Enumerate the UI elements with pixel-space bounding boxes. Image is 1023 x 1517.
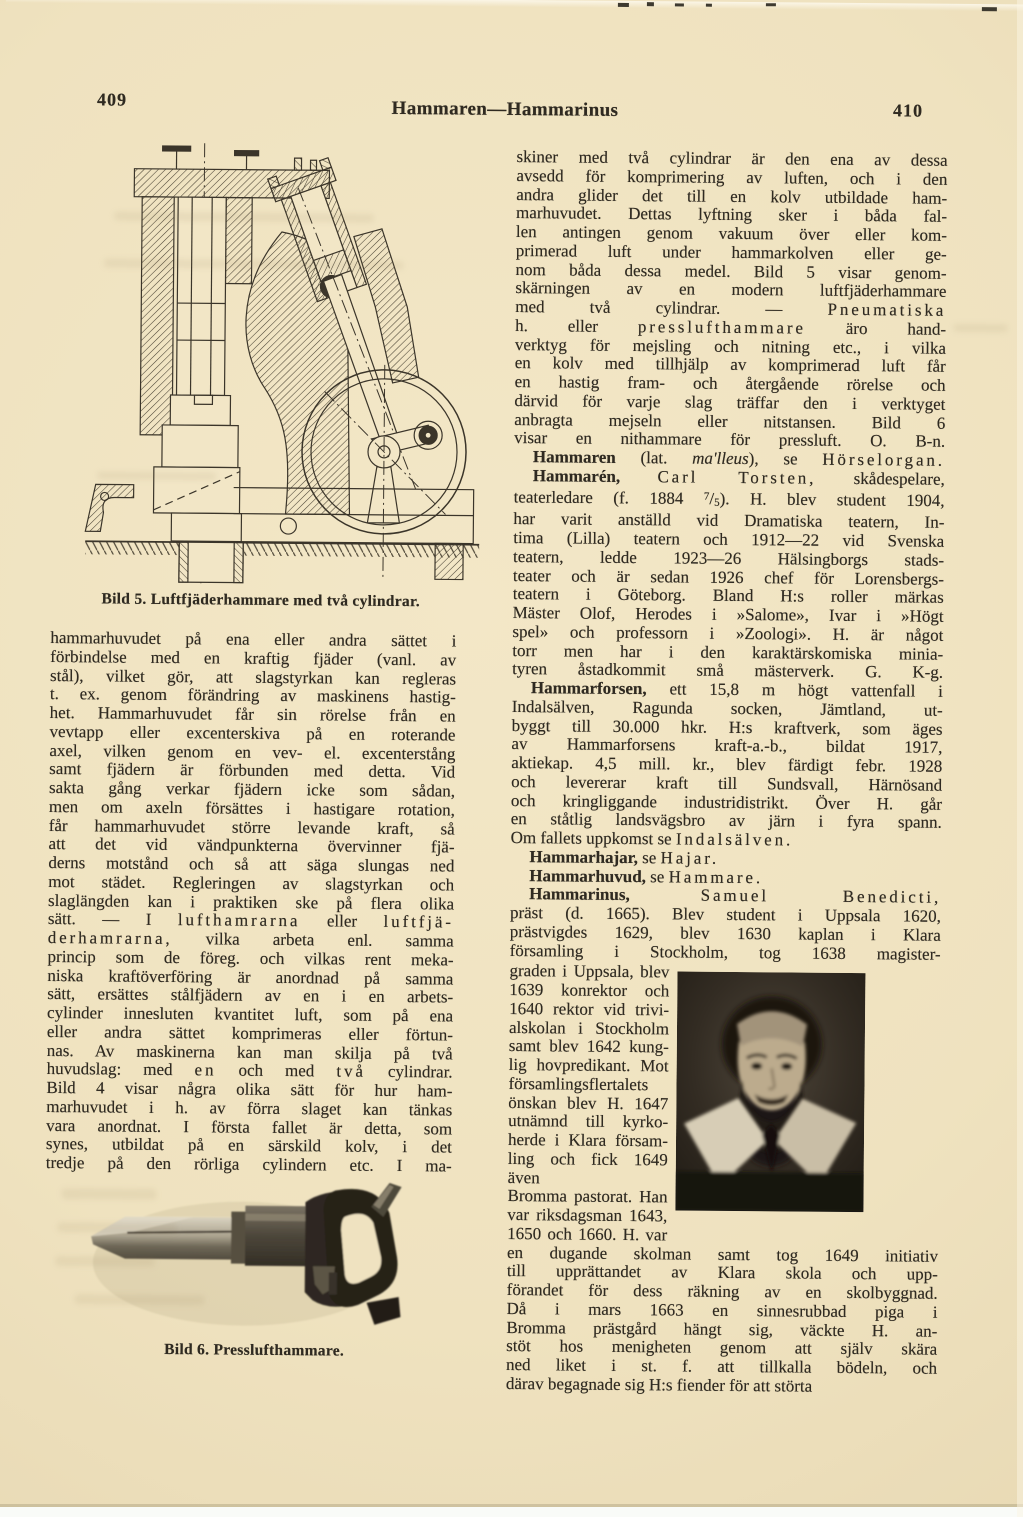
text-line: cylinder innesluten kvantitet luft, som på ena [47, 1002, 454, 1026]
text-line: huvudslag: med en och med två cylindrar. [46, 1059, 453, 1082]
text-line: visar en nithammare för pressluft. O. B-n. [514, 428, 946, 452]
text-line: samt blev 1642 kung- [508, 1036, 669, 1057]
scan-top-edge [6, 0, 1023, 11]
ink-showthrough [953, 324, 1008, 332]
text-line: utnämnd till kyrko- [508, 1111, 669, 1132]
right-column-narrow-text [507, 962, 669, 1245]
text-line: Då i mars 1663 en sinnesrubbad piga i [506, 1298, 938, 1322]
text-line: förbindelse med en kraftig fjäder (vanl. av [50, 646, 457, 670]
ink-showthrough [61, 1188, 156, 1200]
text-line: därvid för varje slag träffar den i verktyget [514, 390, 946, 414]
scan-mark [982, 7, 997, 11]
left-column-text [46, 629, 457, 1176]
text-line: derns motstånd och så att säga slungas ned [48, 852, 455, 876]
text-line: herde i Klara försam- [507, 1130, 669, 1151]
ink-showthrough [57, 1222, 177, 1233]
text-line: teatern i Göteborg. Bland H:s roller märkas [512, 584, 944, 608]
text-line: teater och är sedan 1926 chef för Lorensbergs- [512, 565, 945, 589]
text-line: samt fjädern är förbunden med detta. Vid [49, 759, 456, 782]
right-column-number: 410 [892, 100, 924, 121]
text-line: skärningen av en modern luftfjäderhammare [515, 278, 947, 302]
bild5-figure [83, 134, 487, 592]
text-line: h. eller presslufthammare äro hand- [515, 315, 947, 339]
ink-showthrough [97, 471, 217, 480]
text-line: präst (d. 1665). Blev student i Uppsala 1620, [509, 903, 942, 926]
scan-mark [766, 3, 776, 6]
ink-showthrough [75, 1294, 205, 1305]
text-line: het. Hammarhuvudet får sin rörelse från en [49, 702, 456, 726]
text-line: till upprättandet av Klara skola och upp- [506, 1261, 938, 1285]
scan-mark [675, 3, 684, 6]
text-line: princip som de föreg. och vilkas rent meka- [47, 946, 454, 970]
right-column-top-text [510, 148, 948, 964]
text-line: 1639 konrektor och [509, 980, 670, 1001]
text-line: avsedd för komprimering av luften, och i den [516, 165, 948, 189]
text-line: Hammaren (lat. ma'lleus), se Hörselorgan. [532, 447, 946, 470]
text-line: synes, utbildat på en särskild kolv, i det [45, 1134, 453, 1157]
text-line: ling och fick 1649 även [507, 1148, 668, 1187]
text-line: Hammarhajar, se Hajar. [529, 846, 720, 868]
text-line: sakta gång verkar fjädern icke som sådan, [48, 777, 456, 801]
text-line: niska kraftöverföring är anordnad på samma [47, 965, 454, 989]
text-line: och levererar kraft till Sundsvall, Härnösand [511, 771, 943, 795]
text-line: skiner med två cylindrar är den ena av dessa [516, 147, 948, 170]
text-line: torr men har i den karaktärskomiska minia- [512, 640, 944, 664]
text-line: därav begagnade sig H:s fiender för att störta [505, 1373, 813, 1396]
text-line: av Hammarforsens kraft-a.-b., bildat 1917, [511, 734, 943, 758]
text-line: tredje på den rörliga cylindern etc. I ma- [45, 1152, 452, 1176]
text-line: teaterledare (f. 1884 $^7$/5). H. blev student 1904, [513, 486, 945, 510]
text-line: sätt. — I lufthamrarna eller luftfjä- [47, 909, 454, 932]
text-line: 1650 och 1660. H. var [507, 1223, 668, 1245]
text-line: Om fallets uppkomst se Indalsälven. [510, 828, 794, 850]
text-line: Hammarhuvud, se Hammare. [529, 865, 764, 887]
text-line: marhuvudet i h. av förra slaget kan tänkas [46, 1096, 453, 1120]
text-line: och kringliggande industridistrikt. Över H. går [510, 790, 943, 814]
text-line: aktiekap. 4,5 mill. kr., blev färdigt febr. 1928 [511, 753, 943, 776]
text-line: en hastig fram- och återgående rörelse och [514, 372, 946, 395]
text-line: får hammarhuvudet större levande kraft, så [48, 815, 455, 839]
text-line: t. ex. genom förändring av maskinens hastig- [49, 684, 456, 707]
text-line: graden i Uppsala, blev [509, 961, 670, 982]
text-line: alskolan i Stockholm [508, 1017, 670, 1038]
scan-mark [647, 2, 654, 6]
text-line: spel» och professorn i »Zoologi». H. är något [512, 621, 944, 645]
text-line: marhuvudet. Dettas lyftning sker i båda fal- [516, 203, 948, 227]
ink-showthrough [55, 1256, 155, 1267]
scan-mark [618, 3, 629, 7]
text-line: Mäster Olof, Herodes i »Salome», Ivar i »Högt [512, 603, 944, 626]
text-line: hammarhuvudet på ena eller andra sättet i [50, 627, 457, 651]
text-line: slaglängden kan i praktiken ske på flera olika [48, 890, 455, 914]
left-column-number: 409 [96, 89, 128, 110]
text-line: var riksdagsman 1643, [507, 1205, 668, 1226]
text-line: derhamrarna, vilka arbeta enl. samma [47, 927, 454, 951]
bild6-caption: Bild 6. Presslufthammare. [164, 1340, 345, 1360]
text-line: anbragta mejseln eller nitstansen. Bild 6 [514, 409, 946, 433]
text-line: lig hovpredikant. Mot [508, 1055, 669, 1076]
text-line: en kolv med tillhjälp av komprimerad luft får [514, 353, 946, 377]
text-line: Indalsälven, Ragunda socken, Jämtland, ut- [511, 696, 943, 720]
text-line: Bild 4 visar några olika sätt för hur ham- [46, 1077, 453, 1101]
samuel-benedicti-portrait [675, 972, 865, 1213]
scan-bottom-edge [0, 1507, 1023, 1517]
text-line: sätt, ersättes stålfjädern av en i en arbets- [47, 984, 454, 1007]
text-line: tyren åstadkommit små mästerverk. G. K-g. [512, 659, 944, 683]
portrait-row [507, 962, 940, 1247]
text-line: stöt hos menigheten genom att själv skära [506, 1336, 938, 1360]
text-line: Hammarforsen, ett 15,8 m högt vattenfall i [530, 678, 944, 701]
portrait-photo [675, 972, 865, 1213]
text-line: Hammarén, Carl Torsten, skådespelare, [532, 465, 945, 489]
text-line: församlingsflertalets [508, 1073, 649, 1094]
text-line: vara anordnat. I första fallet är detta, som [46, 1115, 453, 1138]
text-line: prästvigdes 1629, blev 1630 kaplan i Klara [509, 921, 941, 945]
right-column [506, 148, 948, 1397]
text-line: Bromma prästgård hängt sig, väckte H. an- [506, 1317, 938, 1341]
text-line: nas. Av maskinerna kan man skilja på två [46, 1040, 453, 1064]
text-line: mot städet. Regleringen av slagstyrkan och [48, 871, 455, 895]
scan-mark [706, 4, 712, 7]
text-line: Bromma pastorat. Han [507, 1186, 668, 1207]
scan-right-edge [1017, 0, 1023, 1517]
air-spring-hammer-drawing [83, 134, 487, 592]
text-line: önskan blev H. 1647 [508, 1092, 669, 1113]
text-line: har varit anställd vid Dramatiska teatern, In- [513, 509, 945, 533]
text-line: verktyg för mejsling och nitning etc., i vilka [514, 334, 947, 358]
text-line: ned liket i st. f. att tillkalla bödeln, och [505, 1355, 938, 1378]
text-line: nom båda dessa medel. Bild 5 visar genom- [515, 259, 947, 283]
text-line: med två cylindrar. — Pneumatiska [515, 297, 947, 320]
text-line: primerad luft under hammarkolven eller ge- [515, 240, 947, 264]
text-line: församling i Stockholm, tog 1638 magister- [509, 940, 941, 964]
text-line: vevtapp eller excenterskiva på en roterande [49, 721, 456, 745]
text-line: eller andra sättet komprimeras eller förtun- [46, 1021, 454, 1045]
text-line: axel, vilken genom en vev- el. excenterstång [49, 740, 456, 764]
text-line: att det vid vändpunkterna övervinner fjä- [48, 834, 455, 857]
text-line: 1640 rektor vid trivi- [509, 998, 670, 1020]
text-line: len antingen genom vakuum över eller kom- [515, 222, 948, 245]
text-line: en ståtlig landsvägsbro av järn i fyra spann. [510, 809, 942, 833]
text-line: en dugande skolman samt tog 1649 initiativ [506, 1242, 939, 1266]
bild5-caption: Bild 5. Luftfjäderhammare med två cylindrar. [101, 590, 420, 611]
text-line: men om axeln försättes i hastigare rotation, [48, 796, 455, 820]
text-line: andra glider det till en kolv utbildade ham- [516, 184, 948, 208]
running-head: Hammaren—Hammarinus [391, 97, 619, 121]
text-line: tima (Lilla) teatern och 1912—22 vid Svenska [513, 528, 945, 551]
text-line: byggt till 30.000 hkr. H:s kraftverk, som äges [511, 715, 943, 739]
text-line: förandet för dess räkning av en skolbyggnad. [506, 1280, 938, 1303]
text-line: Hammarinus, Samuel Benedicti, [529, 884, 942, 908]
right-column-bottom-text [506, 1244, 938, 1398]
text-line: teatern, ledde 1923—26 Hälsingborgs stads- [513, 546, 945, 570]
text-line: stål), vilket gör, att slagstyrkan kan regleras [49, 665, 457, 689]
